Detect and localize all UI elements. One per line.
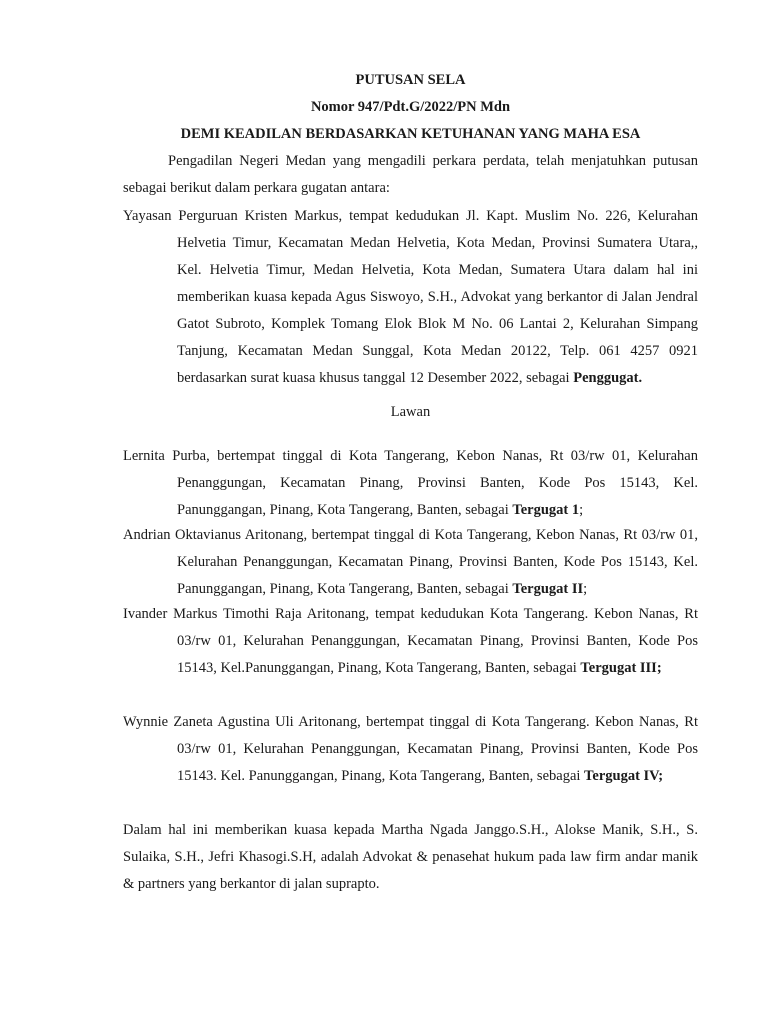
tergugat-1-text: Lernita Purba, bertempat tinggal di Kota Tangerang, Kebon Nanas, Rt 03/rw 01, Kelurahan Penanggungan, Kecamatan Pinang, Provinsi Banten, Kode Pos 15143, Kel. Panunggangan, Pinang, Kota Tangerang, Banten, sebagai xyxy=(123,448,698,518)
penggugat-role: Penggugat. xyxy=(573,370,643,386)
penggugat-paragraph xyxy=(123,203,698,392)
tergugat-2-tail: ; xyxy=(583,581,588,597)
tergugat-2-text: Andrian Oktavianus Aritonang, bertempat tinggal di Kota Tangerang, Kebon Nanas, Rt 03/rw 01, Kelurahan Penanggungan, Kecamatan Pinang, Provinsi Banten, Kode Pos 15143, Kel. Panunggangan, Pinang, Kota Tangerang, Banten, sebagai xyxy=(123,527,698,597)
document-title: PUTUSAN SELA xyxy=(355,72,466,88)
tergugat-1-paragraph xyxy=(123,443,698,524)
tergugat-2-paragraph xyxy=(123,522,698,603)
tergugat-4-paragraph xyxy=(123,709,698,790)
tergugat-4-role: Tergugat IV; xyxy=(584,768,664,784)
opening-paragraph: Pengadilan Negeri Medan yang mengadili perkara perdata, telah menjatuhkan putusan sebagai berikut dalam perkara gugatan antara: xyxy=(123,153,698,196)
kuasa-paragraph: Dalam hal ini memberikan kuasa kepada Martha Ngada Janggo.S.H., Alokse Manik, S.H., S. Sulaika, S.H., Jefri Khasogi.S.H, adalah Advokat & penasehat hukum pada law firm andar manik & partners yang berkantor di jalan suprapto. xyxy=(123,822,698,892)
tergugat-3-paragraph xyxy=(123,601,698,682)
tergugat-2-role: Tergugat II xyxy=(512,581,584,597)
tergugat-1-tail: ; xyxy=(579,502,584,518)
tergugat-3-role: Tergugat III; xyxy=(580,660,662,676)
tergugat-3-text: Ivander Markus Timothi Raja Aritonang, tempat kedudukan Kota Tangerang. Kebon Nanas, Rt 03/rw 01, Kelurahan Penanggungan, Kecamatan Pinang, Provinsi Banten, Kode Pos 15143, Kel.Panunggangan, Pinang, Kota Tangerang, Banten, sebagai xyxy=(123,606,698,676)
lawan-label: Lawan xyxy=(390,404,431,420)
tergugat-4-text: Wynnie Zaneta Agustina Uli Aritonang, bertempat tinggal di Kota Tangerang. Kebon Nanas, Rt 03/rw 01, Kelurahan Penanggungan, Kecamatan Pinang, Provinsi Banten, Kode Pos 15143. Kel. Panunggangan, Pinang, Kota Tangerang, Banten, sebagai xyxy=(123,714,698,784)
penggugat-text: Yayasan Perguruan Kristen Markus, tempat kedudukan Jl. Kapt. Muslim No. 226, Kelurahan Helvetia Timur, Kecamatan Medan Helvetia, Kota Medan, Provinsi Sumatera Utara,, Kel. Helvetia Timur, Medan Helvetia, Kota Medan, Sumatera Utara dalam hal ini memberikan kuasa kepada Agus Siswoyo, S.H., Advokat yang berkantor di Jalan Jendral Gatot Subroto, Komplek Tomang Elok Blok M No. 06 Lantai 2, Kelurahan Simpang Tanjung, Kecamatan Medan Sunggal, Kota Medan 20122, Telp. 061 4257 0921 berdasarkan surat kuasa khusus tanggal 12 Desember 2022, sebagai xyxy=(123,208,698,386)
tergugat-1-role: Tergugat 1 xyxy=(512,502,580,518)
court-motto: DEMI KEADILAN BERDASARKAN KETUHANAN YANG MAHA ESA xyxy=(180,126,641,142)
case-number: Nomor 947/Pdt.G/2022/PN Mdn xyxy=(310,99,511,115)
